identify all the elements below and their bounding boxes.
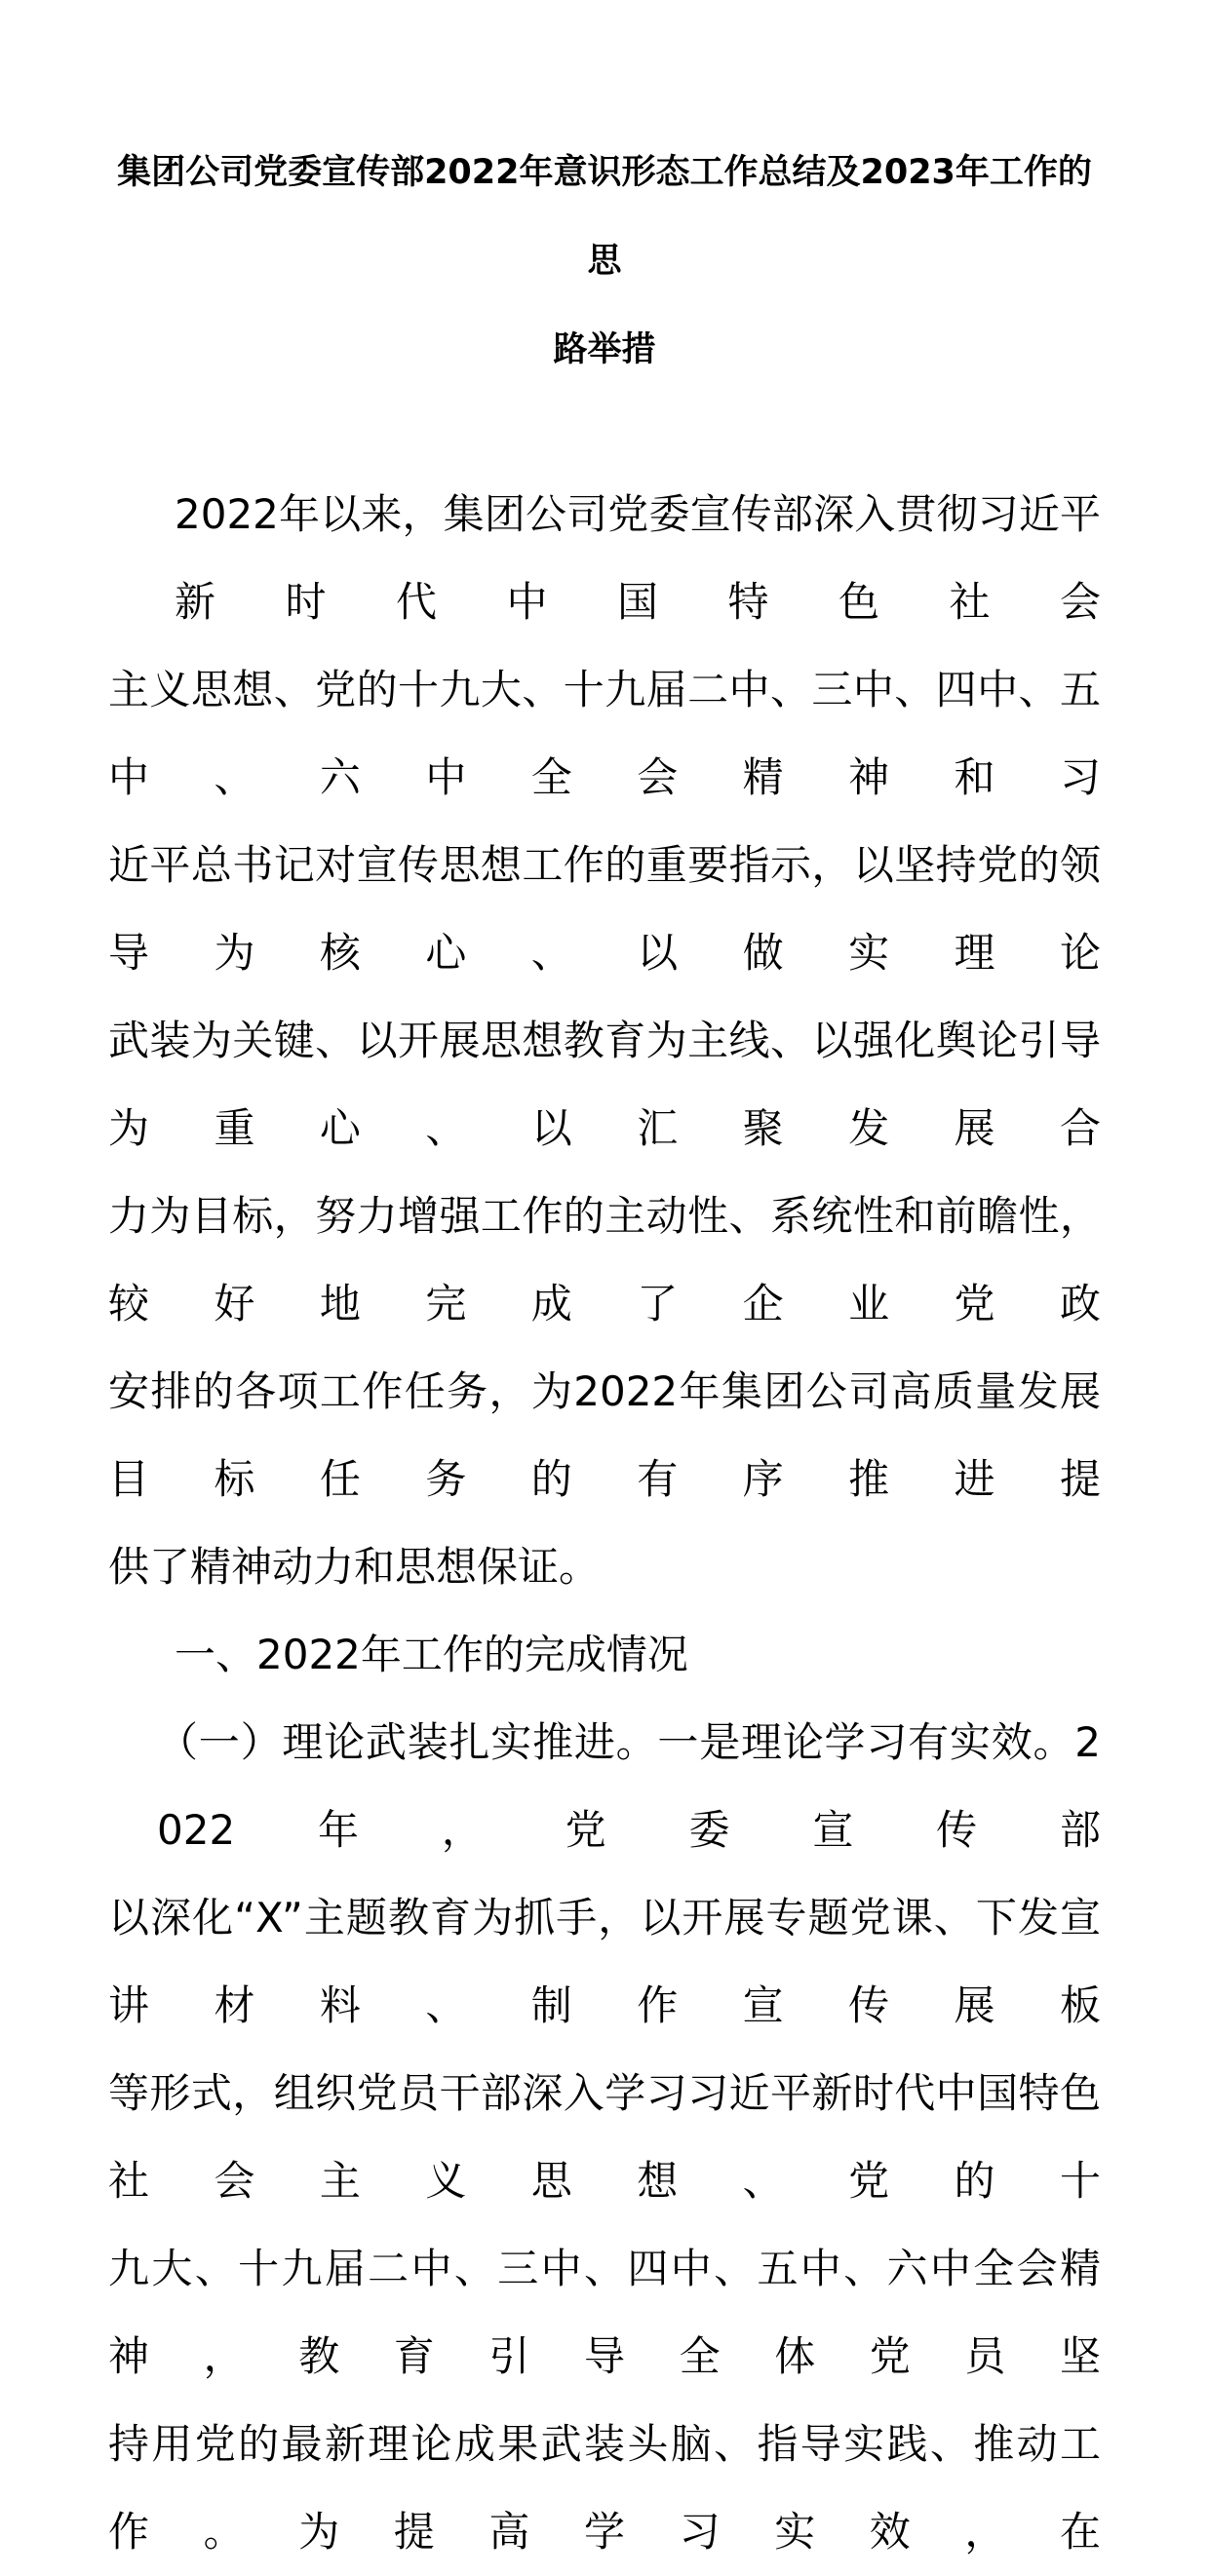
text-line: 力为目标，努力增强工作的主动性、系统性和前瞻性，较好地完成了企业党政 — [108, 1192, 1101, 1327]
text-line: 2022年以来，集团公司党委宣传部深入贯彻习近平新时代中国特色社会 — [175, 490, 1101, 626]
title-line: 集团公司党委宣传部2022年意识形态工作总结及2023年工作的思 — [117, 153, 1092, 281]
text-line: 等形式，组织党员干部深入学习习近平新时代中国特色社会主义思想、党的十 — [108, 2069, 1101, 2205]
text-line: 九大、十九届二中、三中、四中、五中、六中全会精神，教育引导全体党员坚 — [108, 2245, 1101, 2380]
text-line: 武装为关键、以开展思想教育为主线、以强化舆论引导为重心、以汇聚发展合 — [108, 1017, 1101, 1152]
section-heading — [108, 1611, 1101, 1699]
text-line: 一、2022年工作的完成情况 — [175, 1631, 688, 1678]
title-line: 路举措 — [553, 330, 656, 369]
text-line: 供了精神动力和思想保证。 — [108, 1543, 601, 1591]
text-line: 持用党的最新理论成果武装头脑、指导实践、推动工作。为提高学习实效，在 — [108, 2420, 1101, 2556]
document-page — [108, 129, 1101, 2576]
text-line: 近平总书记对宣传思想工作的重要指示，以坚持党的领导为核心、以做实理论 — [108, 841, 1101, 977]
text-line: 主义思想、党的十九大、十九届二中、三中、四中、五中、六中全会精神和习 — [108, 666, 1101, 801]
document-body — [108, 471, 1101, 2576]
paragraph-theory — [108, 1699, 1101, 2576]
text-line: （一）理论武装扎实推进。一是理论学习有实效。2022年，党委宣传部 — [157, 1718, 1101, 1854]
document-title — [108, 129, 1101, 395]
text-line: 安排的各项工作任务，为2022年集团公司高质量发展目标任务的有序推进提 — [108, 1367, 1101, 1503]
paragraph-intro — [108, 471, 1101, 1611]
text-line: 以深化“X”主题教育为抓手，以开展专题党课、下发宣讲材料、制作宣传展板 — [108, 1894, 1101, 2029]
